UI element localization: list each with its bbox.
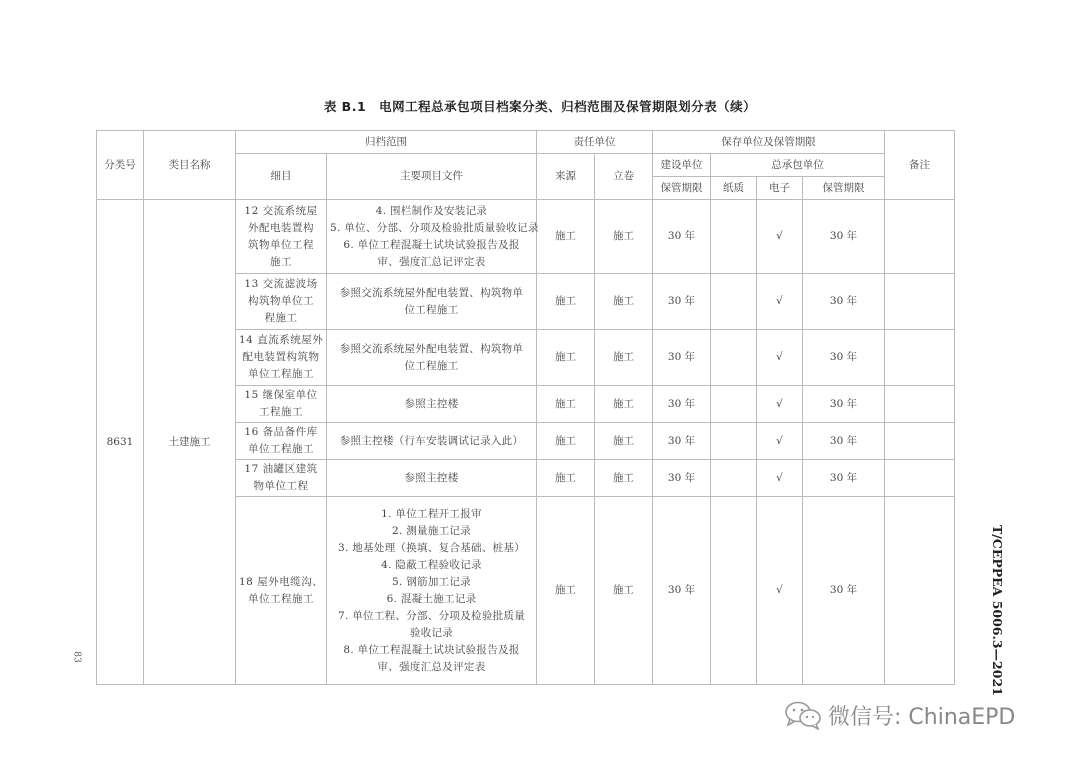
item-line: 筑物单位工程 bbox=[248, 238, 314, 251]
contractor-period-cell: 30 年 bbox=[803, 423, 885, 460]
item-line: 施工 bbox=[270, 255, 292, 268]
source-cell: 施工 bbox=[537, 460, 595, 497]
header-paper: 纸质 bbox=[711, 177, 757, 200]
watermark-text: 微信号: ChinaEPD bbox=[828, 704, 1016, 730]
archive-table bbox=[96, 130, 955, 685]
table-body bbox=[97, 200, 955, 685]
file-line: 参照主控楼 bbox=[404, 471, 459, 484]
contractor-period-cell: 30 年 bbox=[803, 386, 885, 423]
electronic-cell: √ bbox=[757, 386, 803, 423]
filing-cell: 施工 bbox=[595, 460, 653, 497]
file-line: 8. 单位工程混凝土试块试验报告及报 bbox=[343, 643, 520, 656]
header-filing: 立卷 bbox=[595, 154, 653, 200]
item-line: 13 交流滤波场 bbox=[244, 278, 318, 290]
electronic-cell: √ bbox=[757, 274, 803, 330]
file-line: 参照交流系统屋外配电装置、构筑物单 bbox=[339, 286, 524, 299]
table-row bbox=[97, 200, 955, 274]
header-contractor: 总承包单位 bbox=[711, 154, 885, 177]
file-line: 5. 钢筋加工记录 bbox=[391, 575, 472, 588]
table-title: 表 B.1 电网工程总承包项目档案分类、归档范围及保管期限划分表（续） bbox=[323, 99, 757, 114]
file-line: 参照交流系统屋外配电装置、构筑物单 bbox=[339, 342, 524, 355]
filing-cell: 施工 bbox=[595, 423, 653, 460]
files-cell bbox=[327, 497, 537, 685]
header-period-contractor: 保管期限 bbox=[803, 177, 885, 200]
item-line: 16 备品备件库 bbox=[244, 426, 318, 438]
item-line: 物单位工程 bbox=[253, 480, 309, 492]
filing-cell: 施工 bbox=[595, 386, 653, 423]
header-item: 细目 bbox=[236, 154, 327, 200]
files-cell bbox=[327, 200, 537, 274]
item-line: 14 直流系统屋外 bbox=[239, 334, 324, 346]
source-cell: 施工 bbox=[537, 200, 595, 274]
header-source: 来源 bbox=[537, 154, 595, 200]
builder-period-cell: 30 年 bbox=[653, 200, 711, 274]
contractor-period-cell: 30 年 bbox=[803, 274, 885, 330]
item-line: 12 交流系统屋 bbox=[244, 204, 318, 217]
contractor-period-cell: 30 年 bbox=[803, 497, 885, 685]
source-cell: 施工 bbox=[537, 386, 595, 423]
standard-number: T/CEPPEA 5006.3—2021 bbox=[990, 525, 1005, 696]
item-cell bbox=[236, 330, 327, 386]
files-cell bbox=[327, 386, 537, 423]
builder-period-cell: 30 年 bbox=[653, 274, 711, 330]
item-cell bbox=[236, 386, 327, 423]
source-cell: 施工 bbox=[537, 497, 595, 685]
electronic-cell: √ bbox=[757, 330, 803, 386]
paper-cell bbox=[711, 200, 757, 274]
remark-cell bbox=[885, 386, 955, 423]
header-retention: 保存单位及保管期限 bbox=[653, 131, 885, 154]
file-line: 参照主控楼（行车安装调试记录入此） bbox=[339, 434, 524, 447]
paper-cell bbox=[711, 386, 757, 423]
remark-cell bbox=[885, 274, 955, 330]
item-line: 15 继保室单位 bbox=[244, 389, 318, 401]
item-cell bbox=[236, 200, 327, 274]
source-cell: 施工 bbox=[537, 274, 595, 330]
file-line: 6. 混凝土施工记录 bbox=[386, 592, 477, 605]
item-line: 18 屋外电缆沟、 bbox=[239, 575, 324, 588]
file-line: 4. 隐蔽工程验收记录 bbox=[381, 558, 482, 571]
builder-period-cell: 30 年 bbox=[653, 497, 711, 685]
remark-cell bbox=[885, 423, 955, 460]
electronic-cell: √ bbox=[757, 460, 803, 497]
file-line: 5. 单位、分部、分项及检验批质量验收记录 bbox=[330, 221, 539, 234]
header-responsible: 责任单位 bbox=[537, 131, 653, 154]
filing-cell: 施工 bbox=[595, 330, 653, 386]
file-line: 参照主控楼 bbox=[404, 397, 459, 410]
item-cell bbox=[236, 423, 327, 460]
contractor-period-cell: 30 年 bbox=[803, 200, 885, 274]
wechat-watermark bbox=[784, 700, 1015, 730]
remark-cell bbox=[885, 200, 955, 274]
item-line: 工程施工 bbox=[259, 406, 303, 418]
contractor-period-cell: 30 年 bbox=[803, 460, 885, 497]
filing-cell: 施工 bbox=[595, 200, 653, 274]
item-line: 构筑物单位工 bbox=[248, 295, 314, 307]
item-line: 配电装置构筑物 bbox=[242, 351, 320, 363]
files-cell bbox=[327, 423, 537, 460]
file-line: 3. 地基处理（换填、复合基础、桩基） bbox=[337, 541, 526, 554]
builder-period-cell: 30 年 bbox=[653, 423, 711, 460]
item-line: 单位工程施工 bbox=[248, 443, 314, 455]
builder-period-cell: 30 年 bbox=[653, 460, 711, 497]
remark-cell bbox=[885, 330, 955, 386]
files-cell bbox=[327, 460, 537, 497]
file-line: 2. 测量施工记录 bbox=[391, 524, 472, 537]
source-cell: 施工 bbox=[537, 330, 595, 386]
builder-period-cell: 30 年 bbox=[653, 386, 711, 423]
remark-cell bbox=[885, 460, 955, 497]
header-period-builder: 保管期限 bbox=[653, 177, 711, 200]
header-code: 分类号 bbox=[97, 131, 144, 200]
paper-cell bbox=[711, 423, 757, 460]
item-line: 程施工 bbox=[264, 312, 298, 324]
source-cell: 施工 bbox=[537, 423, 595, 460]
header-builder: 建设单位 bbox=[653, 154, 711, 177]
file-line: 位工程施工 bbox=[404, 303, 459, 316]
item-cell bbox=[236, 460, 327, 497]
wechat-icon bbox=[784, 700, 822, 730]
file-line: 6. 单位工程混凝土试块试验报告及报 bbox=[343, 238, 520, 251]
item-line: 单位工程施工 bbox=[248, 592, 314, 605]
file-line: 7. 单位工程、分部、分项及检验批质量 bbox=[337, 609, 526, 622]
files-cell bbox=[327, 274, 537, 330]
page-number: 83 bbox=[71, 651, 82, 663]
electronic-cell: √ bbox=[757, 200, 803, 274]
category-code: 8631 bbox=[97, 200, 144, 685]
contractor-period-cell: 30 年 bbox=[803, 330, 885, 386]
paper-cell bbox=[711, 330, 757, 386]
header-files: 主要项目文件 bbox=[327, 154, 537, 200]
file-line: 审、强度汇总记评定表 bbox=[377, 255, 486, 268]
file-line: 4. 围栏制作及安装记录 bbox=[375, 204, 488, 217]
file-line: 位工程施工 bbox=[404, 359, 459, 372]
item-cell bbox=[236, 497, 327, 685]
files-cell bbox=[327, 330, 537, 386]
header-name: 类目名称 bbox=[144, 131, 236, 200]
category-name: 土建施工 bbox=[144, 200, 236, 685]
item-line: 外配电装置构 bbox=[248, 221, 314, 234]
file-line: 验收记录 bbox=[409, 626, 454, 639]
item-line: 17 油罐区建筑 bbox=[244, 463, 318, 475]
file-line: 审、强度汇总及评定表 bbox=[377, 660, 486, 673]
item-line: 单位工程施工 bbox=[248, 368, 314, 380]
file-line: 1. 单位工程开工报审 bbox=[381, 507, 482, 520]
header-remark: 备注 bbox=[885, 131, 955, 200]
filing-cell: 施工 bbox=[595, 497, 653, 685]
remark-cell bbox=[885, 497, 955, 685]
header-electronic: 电子 bbox=[757, 177, 803, 200]
paper-cell bbox=[711, 460, 757, 497]
electronic-cell: √ bbox=[757, 497, 803, 685]
builder-period-cell: 30 年 bbox=[653, 330, 711, 386]
paper-cell bbox=[711, 274, 757, 330]
header-scope: 归档范围 bbox=[236, 131, 537, 154]
filing-cell: 施工 bbox=[595, 274, 653, 330]
electronic-cell: √ bbox=[757, 423, 803, 460]
item-cell bbox=[236, 274, 327, 330]
paper-cell bbox=[711, 497, 757, 685]
